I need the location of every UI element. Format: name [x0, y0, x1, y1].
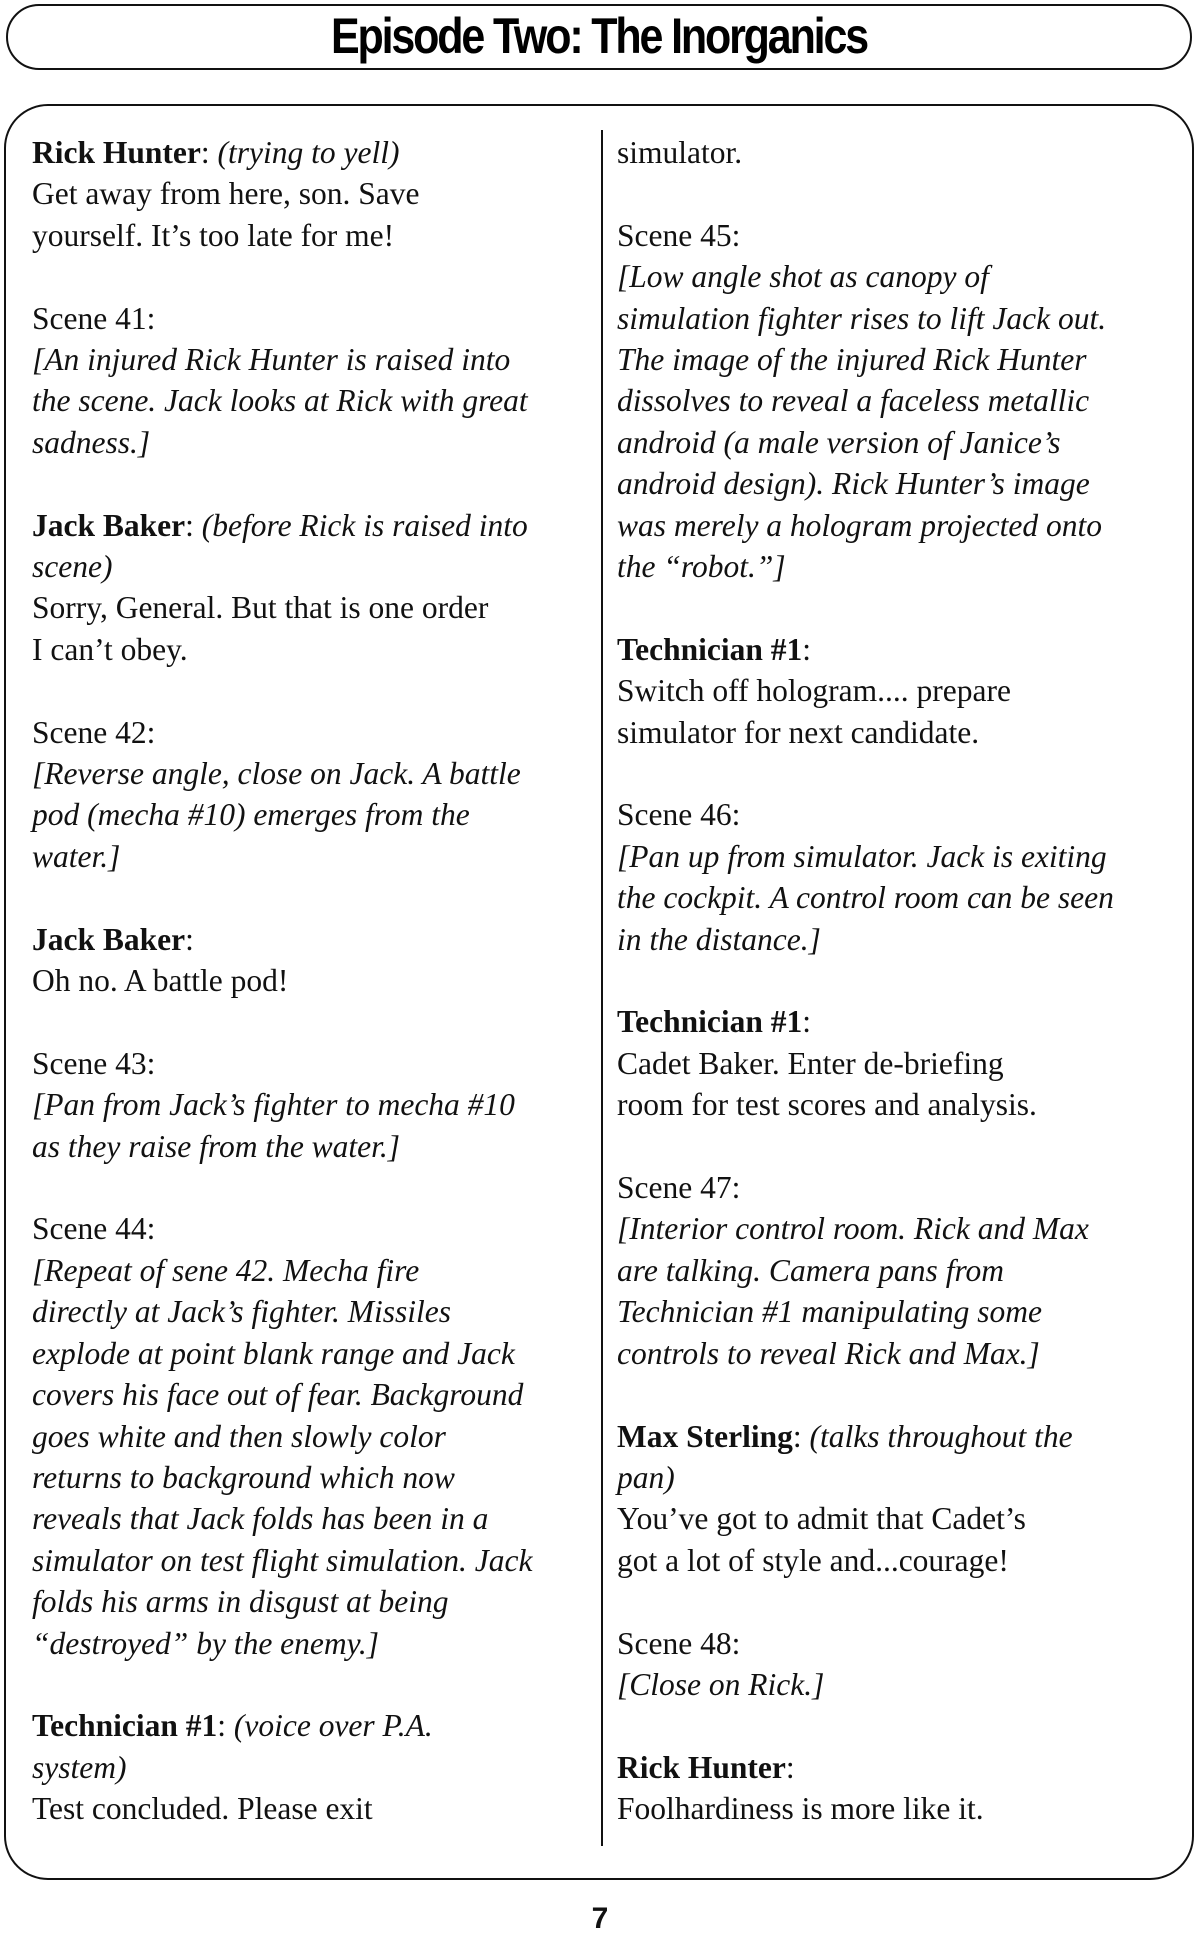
scene-block	[617, 215, 1177, 588]
scene-block	[32, 1208, 590, 1663]
stage-direction-line: [Reverse angle, close on Jack. A battle	[32, 756, 521, 792]
dialogue-line: room for test scores and analysis.	[617, 1087, 1037, 1123]
scene-heading: Scene 47:	[617, 1170, 741, 1206]
page-number: 7	[591, 1902, 609, 1935]
stage-direction-line: dissolves to reveal a faceless metallic	[617, 383, 1090, 419]
speaker-line	[32, 132, 590, 173]
scene-heading: Scene 48:	[617, 1625, 741, 1661]
speech-block	[617, 1747, 1177, 1830]
left-column	[32, 132, 590, 1830]
speaker-name: Max Sterling	[617, 1418, 793, 1454]
parenthetical-line: system)	[32, 1749, 127, 1785]
stage-direction-line: the cockpit. A control room can be seen	[617, 880, 1114, 916]
speaker-line	[32, 1705, 590, 1746]
title-banner	[6, 4, 1192, 70]
speaker-name: Technician #1	[617, 631, 803, 667]
stage-direction-line: are talking. Camera pans from	[617, 1252, 1005, 1288]
page-title: Episode Two: The Inorganics	[330, 8, 868, 64]
stage-direction-line: goes white and then slowly color	[32, 1418, 446, 1454]
scene-heading: Scene 42:	[32, 714, 156, 750]
scene-block	[32, 298, 590, 464]
stage-direction-line: water.]	[32, 838, 121, 874]
stage-direction-line: folds his arms in disgust at being	[32, 1584, 449, 1620]
scene-block	[617, 1167, 1177, 1374]
stage-direction-line: returns to background which now	[32, 1459, 455, 1495]
stage-direction-line: in the distance.]	[617, 921, 821, 957]
speaker-colon: :	[802, 631, 812, 667]
continued-text-block	[617, 132, 1177, 173]
speaker-name: Rick Hunter	[32, 135, 201, 170]
dialogue-line: Oh no. A battle pod!	[32, 963, 289, 999]
dialogue-line: simulator.	[617, 135, 743, 170]
speaker-colon: :	[185, 507, 194, 543]
speech-block	[32, 132, 590, 256]
stage-direction-line: The image of the injured Rick Hunter	[617, 342, 1087, 378]
dialogue-line: Test concluded. Please exit	[32, 1791, 373, 1827]
stage-direction-line: as they raise from the water.]	[32, 1128, 401, 1164]
scene-block	[617, 1623, 1177, 1706]
speaker-name: Technician #1	[617, 1004, 803, 1040]
dialogue-line: Cadet Baker. Enter de-briefing	[617, 1045, 1004, 1081]
speaker-colon: :	[185, 921, 194, 957]
stage-direction-line: [An injured Rick Hunter is raised into	[32, 342, 511, 378]
parenthetical: (before Rick is raised into	[201, 507, 528, 543]
parenthetical: (trying to yell)	[217, 135, 400, 170]
dialogue-line: Switch off hologram.... prepare	[617, 673, 1011, 709]
scene-heading: Scene 46:	[617, 797, 741, 833]
column-divider	[601, 130, 603, 1846]
dialogue-line: Get away from here, son. Save	[32, 176, 420, 212]
stage-direction-line: Technician #1 manipulating some	[617, 1294, 1042, 1330]
scene-heading: Scene 41:	[32, 300, 156, 336]
stage-direction-line: “destroyed” by the enemy.]	[32, 1625, 380, 1661]
parenthetical: (talks throughout the	[809, 1418, 1073, 1454]
speaker-colon: :	[217, 1708, 227, 1744]
speaker-colon: :	[802, 1004, 812, 1040]
speaker-name: Rick Hunter	[617, 1749, 786, 1785]
stage-direction-line: [Pan from Jack’s fighter to mecha #10	[32, 1087, 515, 1123]
speaker-colon: :	[785, 1749, 795, 1785]
dialogue-line: You’ve got to admit that Cadet’s	[617, 1501, 1026, 1537]
stage-direction-line: [Interior control room. Rick and Max	[617, 1211, 1089, 1247]
stage-direction-line: [Pan up from simulator. Jack is exiting	[617, 838, 1107, 874]
speaker-line	[617, 1747, 1177, 1788]
speech-block	[617, 629, 1177, 753]
dialogue-line: yourself. It’s too late for me!	[32, 217, 395, 253]
speaker-name: Jack Baker	[32, 921, 186, 957]
dialogue-line: I can’t obey.	[32, 631, 188, 667]
parenthetical: (voice over P.A.	[233, 1708, 433, 1744]
speaker-line	[617, 1001, 1177, 1042]
stage-direction-line: controls to reveal Rick and Max.]	[617, 1335, 1040, 1371]
stage-direction-line: was merely a hologram projected onto	[617, 507, 1102, 543]
stage-direction-line: reveals that Jack folds has been in a	[32, 1501, 489, 1537]
speaker-colon: :	[200, 135, 210, 170]
speaker-name: Jack Baker	[32, 507, 186, 543]
speaker-name: Technician #1	[32, 1708, 218, 1744]
speech-block	[617, 1001, 1177, 1125]
stage-direction-line: android design). Rick Hunter’s image	[617, 466, 1090, 502]
speech-block	[32, 919, 590, 1002]
stage-direction-line: pod (mecha #10) emerges from the	[32, 797, 470, 833]
stage-direction-line: simulation fighter rises to lift Jack out.	[617, 300, 1107, 336]
stage-direction-line: the scene. Jack looks at Rick with great	[32, 383, 528, 419]
scene-heading: Scene 43:	[32, 1045, 156, 1081]
dialogue-line: simulator for next candidate.	[617, 714, 980, 750]
dialogue-line: Sorry, General. But that is one order	[32, 590, 489, 626]
dialogue-line: Foolhardiness is more like it.	[617, 1791, 984, 1827]
stage-direction-line: simulator on test flight simulation. Jack	[32, 1542, 533, 1578]
scene-block	[32, 712, 590, 878]
scene-heading: Scene 45:	[617, 217, 741, 253]
right-column	[617, 132, 1177, 1830]
parenthetical-line: scene)	[32, 549, 113, 585]
speaker-line	[617, 1416, 1177, 1457]
speaker-line	[32, 919, 590, 960]
speech-block	[617, 1416, 1177, 1582]
parenthetical-line: pan)	[617, 1459, 675, 1495]
stage-direction-line: directly at Jack’s fighter. Missiles	[32, 1294, 452, 1330]
speech-block	[32, 505, 590, 671]
speaker-line	[32, 505, 590, 546]
speaker-colon: :	[792, 1418, 802, 1454]
stage-direction-line: sadness.]	[32, 424, 151, 460]
stage-direction-line: [Repeat of sene 42. Mecha fire	[32, 1252, 420, 1288]
stage-direction-line: [Close on Rick.]	[617, 1666, 825, 1702]
stage-direction-line: covers his face out of fear. Background	[32, 1377, 524, 1413]
scene-heading: Scene 44:	[32, 1211, 156, 1247]
dialogue-line: got a lot of style and...courage!	[617, 1542, 1009, 1578]
speaker-line	[617, 629, 1177, 670]
stage-direction-line: the “robot.”]	[617, 549, 786, 585]
stage-direction-line: explode at point blank range and Jack	[32, 1335, 515, 1371]
scene-block	[617, 794, 1177, 960]
speech-block	[32, 1705, 590, 1829]
stage-direction-line: [Low angle shot as canopy of	[617, 259, 989, 295]
stage-direction-line: android (a male version of Janice’s	[617, 424, 1061, 460]
scene-block	[32, 1043, 590, 1167]
